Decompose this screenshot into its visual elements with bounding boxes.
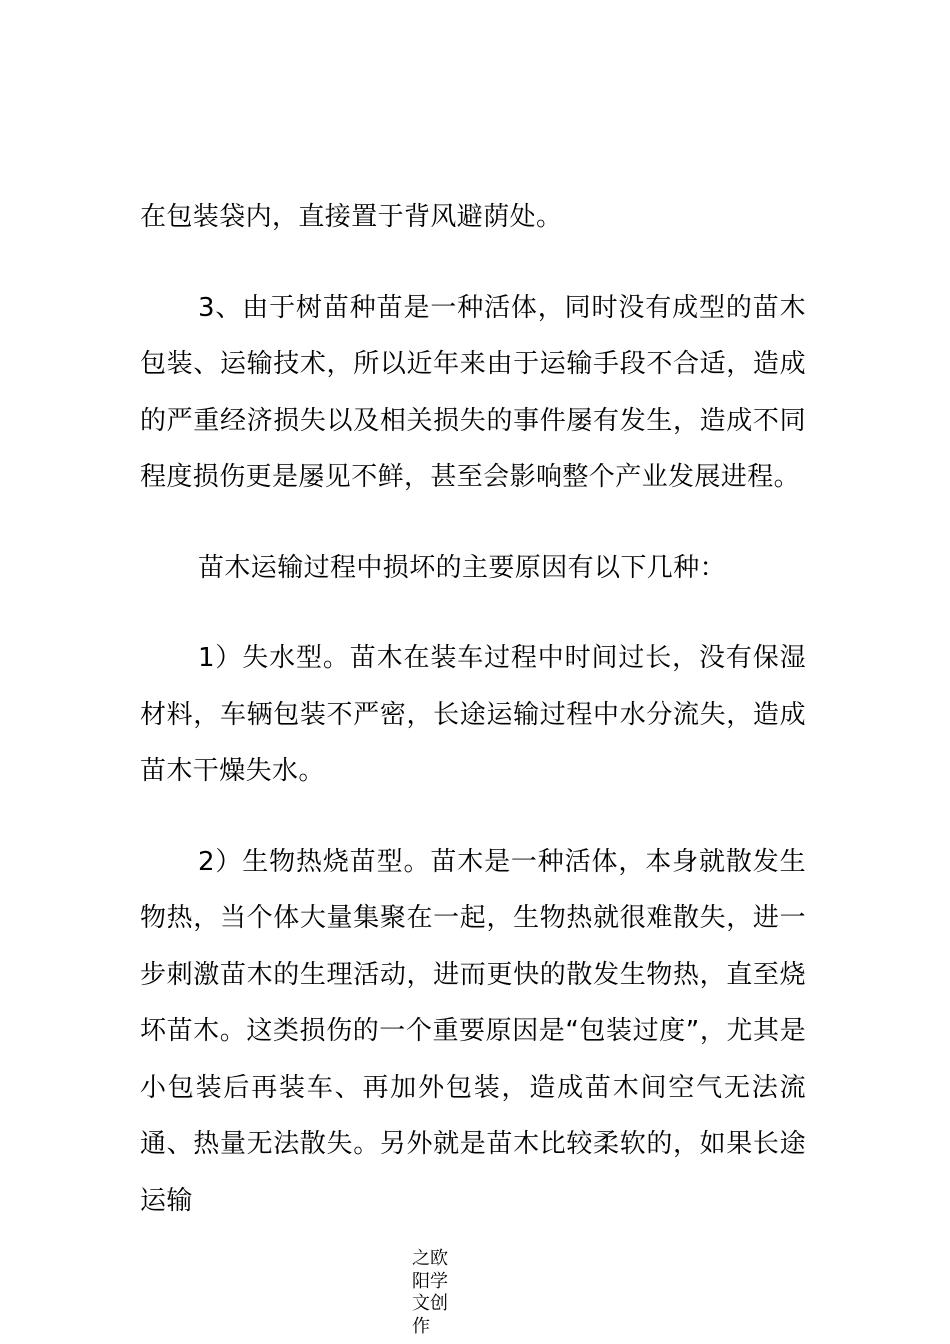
paragraph-damage-causes-intro: 苗木运输过程中损坏的主要原因有以下几种： [198,552,727,583]
paragraph-dehydration-type: 1）失水型。苗木在装车过程中时间过长，没有保湿材料，车辆包装不严密，长途运输过程中水分流失，造成苗木干燥失水。 [140,643,806,786]
document-body [140,189,806,1229]
paragraph-continuation: 在包装袋内，直接置于背风避荫处。 [140,202,563,232]
paragraph-biological-heat-type: 2）生物热烧苗型。苗木是一种活体，本身就散发生物热，当个体大量集聚在一起，生物热就很难散失，进一步刺激苗木的生理活动，进而更快的散发生物热，直至烧坏苗木。这类损伤的一个重要原因是“包装过度”，尤其是小包装后再装车、再加外包装，造成苗木间空气无法流通、热量无法散失。另外就是苗木比较柔软的，如果长途运输 [140,846,806,1216]
paragraph-transport-losses: 3、由于树苗种苗是一种活体，同时没有成型的苗木包装、运输技术，所以近年来由于运输手段不合适，造成的严重经济损失以及相关损失的事件屡有发生，造成不同程度损伤更是屡见不鲜，甚至会影响整个产业发展进程。 [140,292,806,492]
page-footer: 之欧阳学文创作 [412,1248,448,1337]
